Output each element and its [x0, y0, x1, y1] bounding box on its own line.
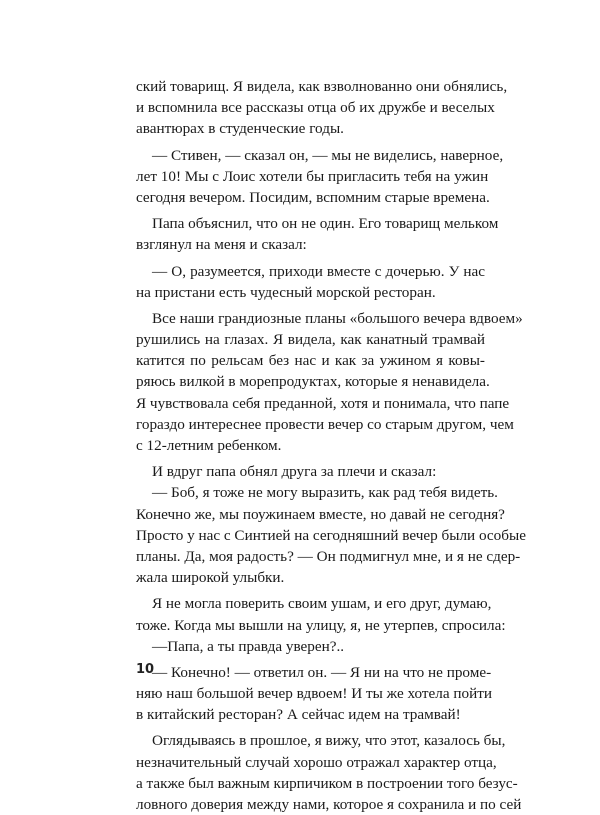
text-line: катится по рельсам без нас и как за ужином я ковы- [136, 352, 485, 370]
text-line: Я не могла поверить своим ушам, и его друг, думаю, [152, 595, 492, 613]
text-line: планы. Да, моя радость? — Он подмигнул мне, и я не сдер- [136, 547, 521, 565]
text-line: — Стивен, — сказал он, — мы не виделись, наверное, [152, 146, 504, 164]
text-line: незначительный случай хорошо отражал характер отца, [136, 753, 497, 771]
body-text [136, 76, 526, 815]
text-line: ский товарищ. Я видела, как взволнованно они обнялись, [136, 78, 508, 95]
text-line: на пристани есть чудесный морской ресторан. [136, 283, 436, 301]
text-line: с 12-летним ребенком. [136, 437, 282, 454]
text-line: няю наш большой вечер вдвоем! И ты же хотела пойти [136, 685, 492, 703]
text-line: гораздо интереснее провести вечер со старым другом, чем [136, 415, 514, 433]
text-line: сегодня вечером. Посидим, вспомним старые времена. [136, 188, 490, 206]
text-line: Все наши грандиозные планы «большого вечера вдвоем» [152, 309, 523, 327]
text-line: Оглядываясь в прошлое, я вижу, что этот, казалось бы, [152, 732, 506, 750]
text-line: Папа объяснил, что он не один. Его товарищ мельком [152, 215, 499, 233]
text-line: —Папа, а ты правда уверен?.. [152, 637, 345, 655]
text-line: — Конечно! — ответил он. — Я ни на что не проме- [152, 663, 492, 681]
page-number: 10 [136, 662, 155, 677]
text-line: ловного доверия между нами, которое я сохранила и по сей [136, 796, 522, 813]
text-line: — Боб, я тоже не могу выразить, как рад тебя видеть. [152, 484, 498, 502]
text-line: лет 10! Мы с Лоис хотели бы пригласить тебя на ужин [136, 167, 489, 185]
text-line: Я чувствовала себя преданной, хотя и понимала, что папе [136, 394, 510, 412]
text-line: Конечно же, мы поужинаем вместе, но давай не сегодня? [136, 505, 505, 523]
text-line: тоже. Когда мы вышли на улицу, я, не утерпев, спросила: [136, 616, 506, 634]
text-line: и вспомнила все рассказы отца об их дружбе и веселых [136, 99, 495, 117]
text-line: взглянул на меня и сказал: [136, 236, 307, 254]
text-line: жала широкой улыбки. [136, 569, 285, 587]
text-line: авантюрах в студенческие годы. [136, 120, 344, 138]
text-line: — О, разумеется, приходи вместе с дочерью. У нас [152, 262, 485, 280]
text-line: в китайский ресторан? А сейчас идем на трамвай! [136, 706, 461, 724]
text-line: И вдруг папа обнял друга за плечи и сказал: [152, 463, 437, 481]
text-line: рушились на глазах. Я видела, как канатный трамвай [136, 331, 485, 349]
text-line: Просто у нас с Синтией на сегодняшний вечер были особые [136, 526, 526, 544]
text-line: а также был важным кирпичиком в построении того безус- [136, 774, 518, 792]
text-line: ряюсь вилкой в морепродуктах, которые я ненавидела. [136, 373, 490, 391]
